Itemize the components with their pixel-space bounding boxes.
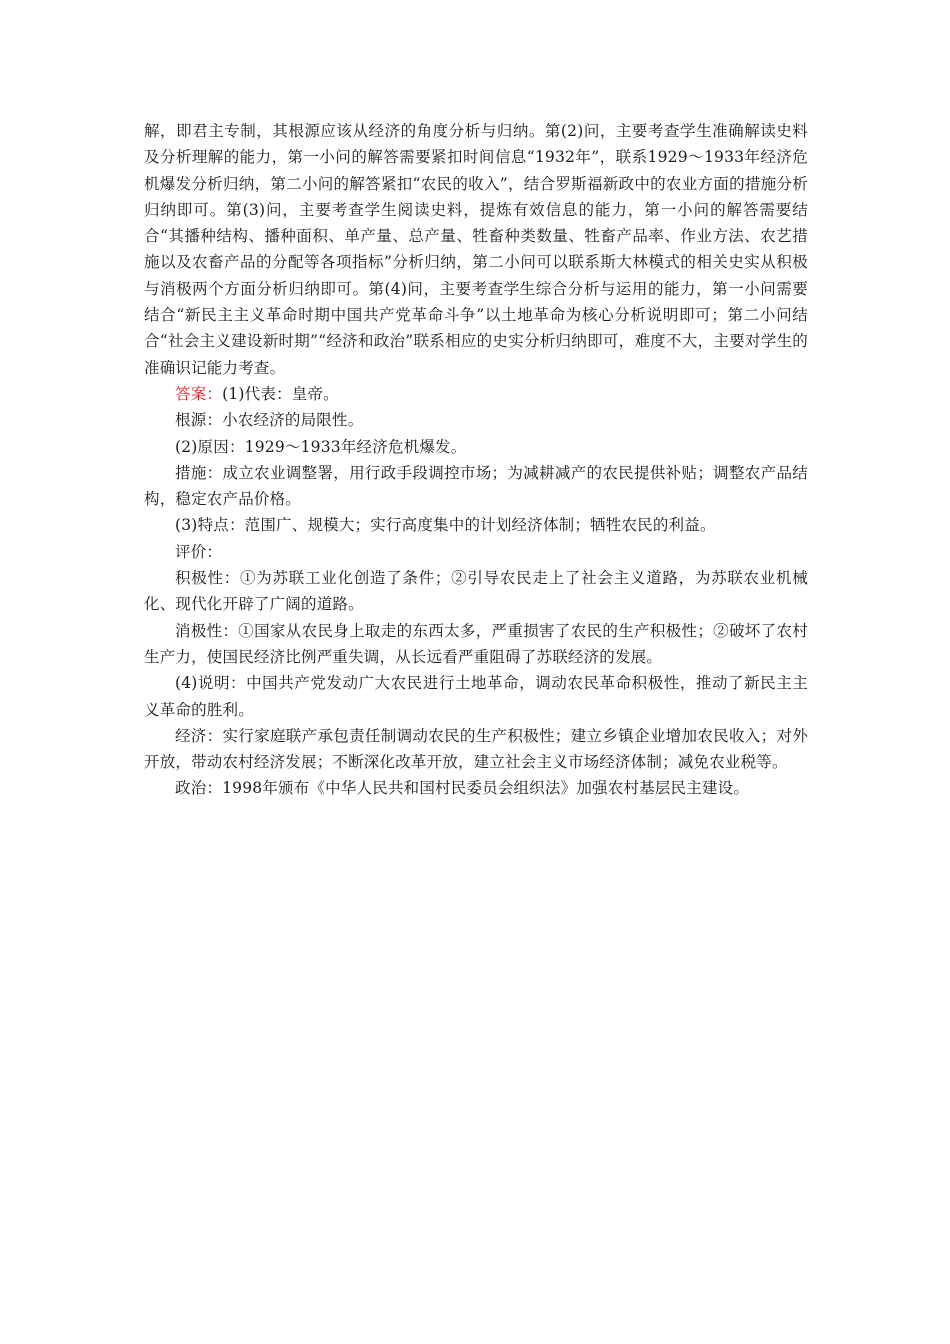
answer-line-6: 评价： (175, 542, 223, 561)
answer-line-7: 积极性：①为苏联工业化创造了条件；②引导农民走上了社会主义道路，为苏联农业机械化、现代化开辟了广阔的道路。 (144, 569, 808, 614)
answer-text: (1)代表：皇帝。 (222, 384, 339, 403)
answer-label: 答案： (175, 384, 223, 403)
answer-line-10: 经济：实行家庭联产承包责任制调动农民的生产积极性；建立乡镇企业增加农民收入；对外开放，带动农村经济发展；不断深化改革开放，建立社会主义市场经济体制；减免农业税等。 (144, 726, 808, 772)
answer-line-11: 政治：1998年颁布《中华人民共和国村民委员会组织法》加强农村基层民主建设。 (175, 779, 750, 798)
answer-line-3: (2)原因：1929～1933年经济危机爆发。 (175, 437, 467, 456)
answer-line-9: (4)说明：中国共产党发动广大农民进行土地革命，调动农民革命积极性，推动了新民主主义革命的胜利。 (144, 674, 808, 719)
answer-line-5: (3)特点：范围广、规模大；实行高度集中的计划经济体制；牺牲农民的利益。 (175, 516, 716, 535)
analysis-paragraph: 解，即君主专制，其根源应该从经济的角度分析与归纳。第(2)问，主要考查学生准确解读史料及分析理解的能力，第一小问的解答需要紧扣时间信息“1932年”，联系1929～1933年经济危机爆发分析归纳，第二小问的解答紧扣“农民的收入”，结合罗斯福新政中的农业方面的措施分析归纳即可。第(3)问，主要考查学生阅读史料，提炼有效信息的能力，第一小问的解答需要结合“其播种结构、播种面积、单产量、总产量、牲畜种类数量、牲畜产品率、作业方法、农艺措施以及农畜产品的分配等各项指标”分析归纳，第二小问可以联系斯大林模式的相关史实从积极与消极两个方面分析归纳即可。第(4)问，主要考查学生综合分析与运用的能力，第一小问需要结合“新民主主义革命时期中国共产党革命斗争”以土地革命为核心分析说明即可；第二小问结合“社会主义建设新时期”“经济和政治”联系相应的史实分析归纳即可，难度不大，主要对学生的准确识记能力考查。 (144, 122, 808, 377)
answer-line-2: 根源：小农经济的局限性。 (175, 411, 364, 430)
document-page (144, 118, 808, 802)
answer-line-8: 消极性：①国家从农民身上取走的东西太多，严重损害了农民的生产积极性；②破坏了农村生产力，使国民经济比例严重失调，从长远看严重阻碍了苏联经济的发展。 (144, 621, 808, 666)
answer-line-4: 措施：成立农业调整署，用行政手段调控市场；为减耕减产的农民提供补贴；调整农产品结构，稳定农产品价格。 (144, 463, 808, 509)
answer-line-1 (144, 381, 808, 407)
